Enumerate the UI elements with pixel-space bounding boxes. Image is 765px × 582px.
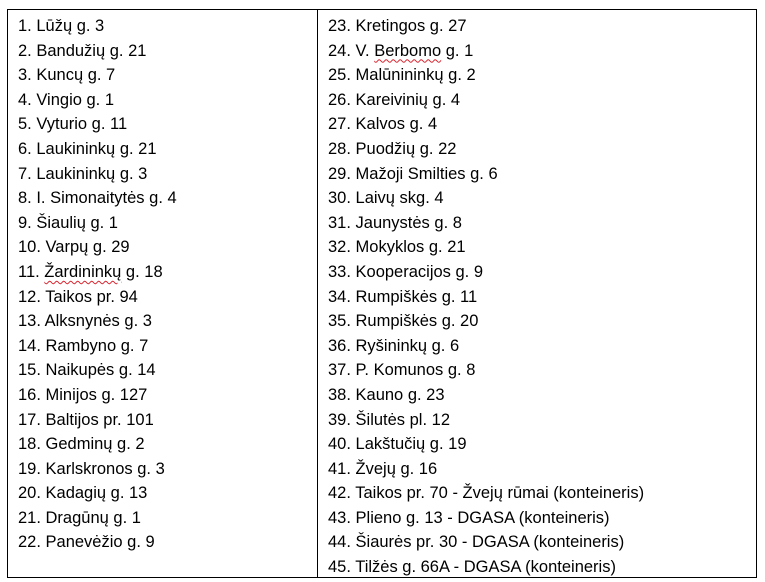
address-list-item: 32. Mokyklos g. 21 bbox=[328, 238, 466, 257]
address-list-item: 41. Žvejų g. 16 bbox=[328, 459, 438, 478]
address-list-item: 36. Ryšininkų g. 6 bbox=[328, 336, 460, 355]
address-list-item: 23. Kretingos g. 27 bbox=[328, 17, 467, 35]
address-list-item: 8. I. Simonaitytės g. 4 bbox=[18, 189, 177, 208]
address-list-item: 15. Naikupės g. 14 bbox=[18, 361, 156, 380]
address-list-item: 9. Šiaulių g. 1 bbox=[18, 213, 118, 232]
address-list-item: 45. Tilžės g. 66A - DGASA (konteineris) bbox=[328, 558, 616, 577]
address-list-item: 14. Rambyno g. 7 bbox=[18, 336, 149, 355]
address-list-item: 17. Baltijos pr. 101 bbox=[18, 410, 154, 429]
address-list-item: 44. Šiaurės pr. 30 - DGASA (konteineris) bbox=[328, 533, 625, 552]
address-list-item: 21. Dragūnų g. 1 bbox=[18, 508, 141, 527]
address-list-item: 35. Rumpiškės g. 20 bbox=[328, 312, 479, 331]
spellcheck-flagged-word: Berbomo bbox=[374, 41, 442, 60]
address-list-item: 38. Kauno g. 23 bbox=[328, 385, 445, 404]
address-list-item: 24. V. Berbomo g. 1 bbox=[328, 41, 474, 60]
address-list-item: 10. Varpų g. 29 bbox=[18, 238, 130, 257]
address-list-item: 1. Lūžų g. 3 bbox=[18, 17, 105, 35]
address-list-item: 34. Rumpiškės g. 11 bbox=[328, 287, 478, 306]
address-list-item: 25. Malūnininkų g. 2 bbox=[328, 66, 476, 85]
address-list-item: 43. Plieno g. 13 - DGASA (konteineris) bbox=[328, 508, 610, 527]
address-table bbox=[7, 9, 757, 578]
spellcheck-flagged-word: Žardininkų bbox=[44, 262, 122, 281]
address-list-item: 13. Alksnynės g. 3 bbox=[18, 312, 152, 331]
address-list-item: 2. Bandužių g. 21 bbox=[18, 41, 147, 60]
address-list-item: 19. Karlskronos g. 3 bbox=[18, 459, 165, 478]
right-column bbox=[318, 10, 756, 577]
address-list-item: 20. Kadagių g. 13 bbox=[18, 484, 148, 503]
address-list-item: 33. Kooperacijos g. 9 bbox=[328, 262, 484, 281]
address-list-item: 27. Kalvos g. 4 bbox=[328, 115, 438, 134]
address-list-item: 7. Laukininkų g. 3 bbox=[18, 164, 148, 183]
address-list-item: 37. P. Komunos g. 8 bbox=[328, 361, 476, 380]
address-list-item: 30. Laivų skg. 4 bbox=[328, 189, 444, 208]
address-list-item: 16. Minijos g. 127 bbox=[18, 385, 148, 404]
address-list-item: 29. Mažoji Smilties g. 6 bbox=[328, 164, 498, 183]
address-list-item: 11. Žardininkų g. 18 bbox=[18, 262, 163, 281]
address-list-item: 18. Gedminų g. 2 bbox=[18, 435, 145, 454]
address-list-item: 40. Lakštučių g. 19 bbox=[328, 435, 467, 454]
address-list-item: 6. Laukininkų g. 21 bbox=[18, 139, 157, 158]
address-list-item: 31. Jaunystės g. 8 bbox=[328, 213, 462, 232]
address-list-item: 26. Kareivinių g. 4 bbox=[328, 90, 461, 109]
address-list-item: 28. Puodžių g. 22 bbox=[328, 139, 457, 158]
address-list-item: 42. Taikos pr. 70 - Žvejų rūmai (konteineris) bbox=[328, 484, 645, 503]
address-list-item: 5. Vyturio g. 11 bbox=[18, 115, 128, 134]
left-column bbox=[8, 10, 318, 577]
address-list-item: 22. Panevėžio g. 9 bbox=[18, 533, 155, 552]
address-list-item: 4. Vingio g. 1 bbox=[18, 90, 115, 109]
address-list-item: 12. Taikos pr. 94 bbox=[18, 287, 138, 306]
address-list-item: 39. Šilutės pl. 12 bbox=[328, 410, 450, 429]
address-list-item: 3. Kuncų g. 7 bbox=[18, 66, 116, 85]
